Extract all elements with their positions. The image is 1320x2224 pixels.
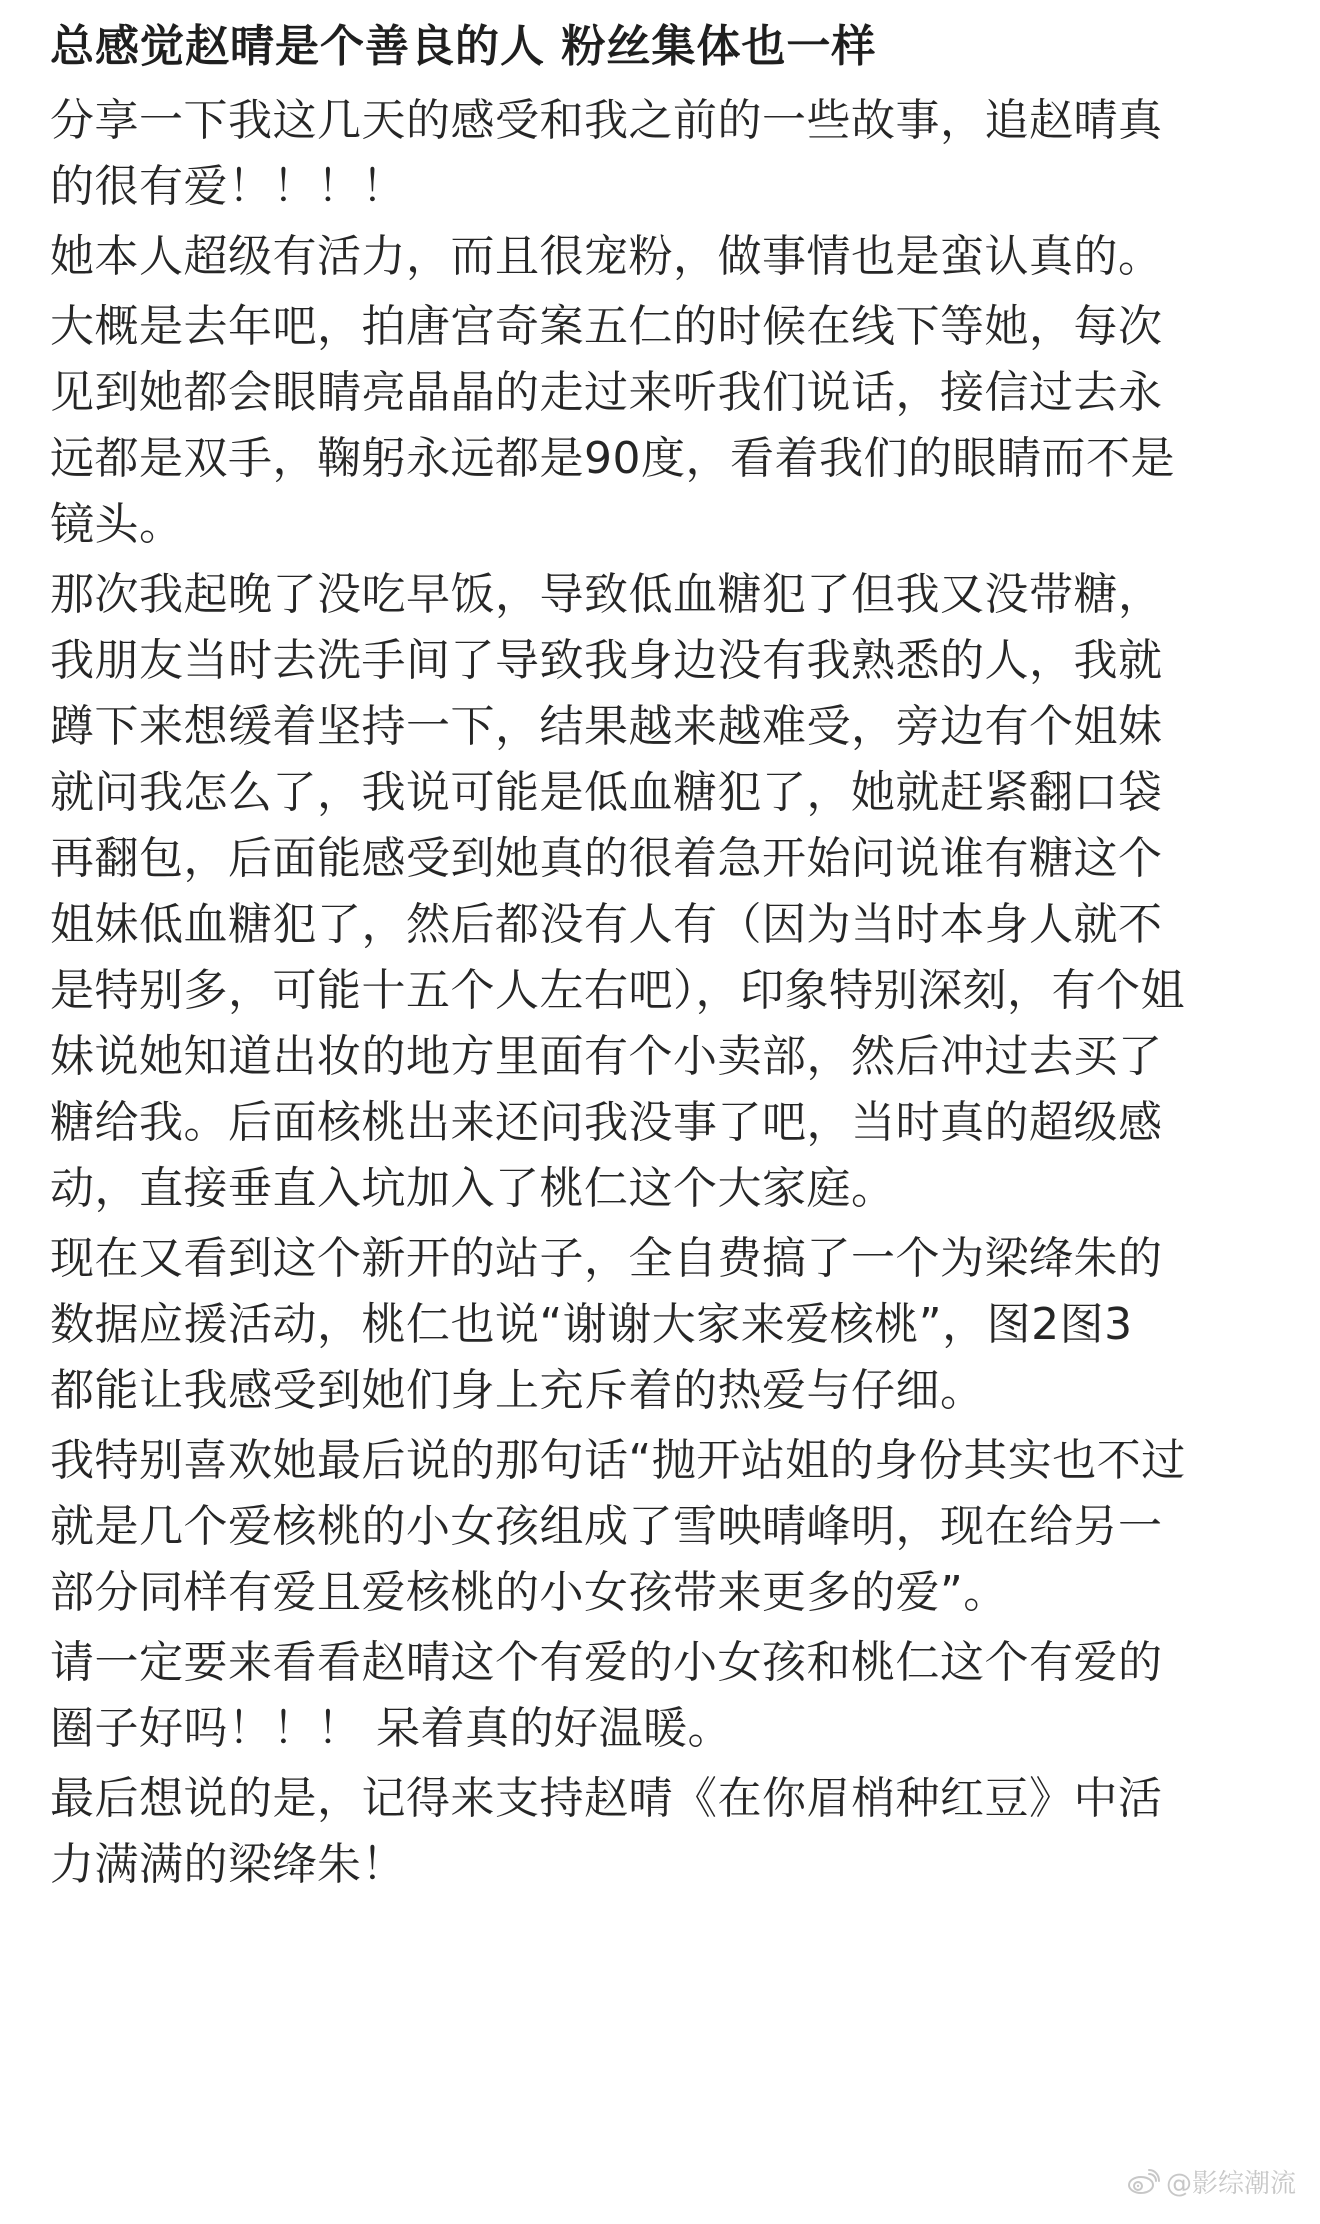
paragraph-5: 现在又看到这个新开的站子，全自费搞了一个为梁绛朱的 数据应援活动，桃仁也说“谢谢大家来爱核桃”，图2图3 都能让我感受到她们身上充斥着的热爱与仔细。 <box>50 1233 1163 1416</box>
watermark-text: @影综潮流 <box>1165 2169 1296 2199</box>
paragraph-2: 她本人超级有活力，而且很宠粉，做事情也是蛮认真的。 <box>50 231 1163 282</box>
paragraph-4: 那次我起晚了没吃早饭，导致低血糖犯了但我又没带糖， 我朋友当时去洗手间了导致我身边没有我熟悉的人，我就 蹲下来想缓着坚持一下，结果越来越难受，旁边有个姐妹 就问我怎么了，我说可能是低血糖犯了，她就赶紧翻口袋 再翻包，后面能感受到她真的很着急开始问说谁有糖这个 姐妹低血糖犯了，然后都没有人有（因为当时本身人就不 是特别多，可能十五个人左右吧），印象特别深刻，有个姐 妹说她知道出妆的地方里面有个小卖部，然后冲过去买了 糖给我。后面核桃出来还问我没事了吧，当时真的超级感 动，直接垂直入坑加入了桃仁这个大家庭。 <box>50 569 1185 1214</box>
paragraph-8: 最后想说的是，记得来支持赵晴《在你眉梢种红豆》中活 力满满的梁绛朱！ <box>50 1773 1163 1890</box>
paragraph-6: 我特别喜欢她最后说的那句话“抛开站姐的身份其实也不过 就是几个爱核桃的小女孩组成了雪映晴峰明，现在给另一 部分同样有爱且爱核桃的小女孩带来更多的爱”。 <box>50 1435 1186 1618</box>
post-title: 总感觉赵晴是个善良的人 粉丝集体也一样 <box>50 21 877 72</box>
paragraph-1: 分享一下我这几天的感受和我之前的一些故事，追赵晴真 的很有爱！！！！ <box>50 95 1163 212</box>
paragraph-7: 请一定要来看看赵晴这个有爱的小女孩和桃仁这个有爱的 圈子好吗！！！ 呆着真的好温暖。 <box>50 1637 1163 1754</box>
paragraph-3: 大概是去年吧，拍唐宫奇案五仁的时候在线下等她，每次 见到她都会眼睛亮晶晶的走过来听我们说话，接信过去永 远都是双手，鞠躬永远都是90度，看着我们的眼睛而不是 镜头。 <box>50 301 1175 550</box>
post-content <box>50 14 1280 1902</box>
weibo-watermark <box>1126 2163 1296 2200</box>
weibo-icon <box>1126 2167 1160 2197</box>
